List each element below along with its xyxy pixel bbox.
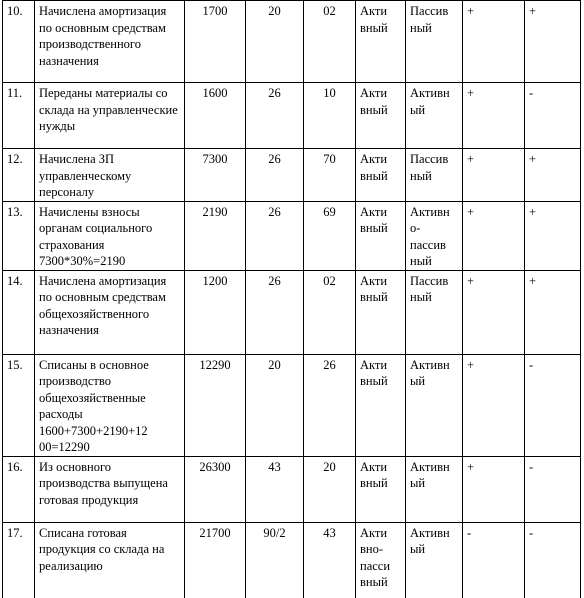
debit-account: 20 <box>246 354 304 456</box>
debit-account-type: Акти вный <box>356 1 406 83</box>
entry-description: Начислена амортизация по основным средствам производственного назначения <box>35 1 185 83</box>
credit-account-type: Пассив ный <box>406 149 463 202</box>
entry-number: 10. <box>3 1 35 83</box>
entry-description: Начислена амортизация по основным средствам общехозяйственного назначения <box>35 270 185 354</box>
table-row <box>3 83 581 149</box>
debit-change-sign: + <box>463 456 525 522</box>
entry-amount: 26300 <box>185 456 246 522</box>
credit-account: 10 <box>304 83 356 149</box>
entry-number: 16. <box>3 456 35 522</box>
credit-change-sign: + <box>525 270 581 354</box>
debit-account: 26 <box>246 149 304 202</box>
entry-number: 17. <box>3 522 35 598</box>
debit-account: 26 <box>246 201 304 270</box>
entry-amount: 1700 <box>185 1 246 83</box>
debit-account: 26 <box>246 83 304 149</box>
credit-account: 70 <box>304 149 356 202</box>
credit-account-type: Пассив ный <box>406 270 463 354</box>
entry-description: Начислена ЗП управленческому персоналу <box>35 149 185 202</box>
debit-account: 90/2 <box>246 522 304 598</box>
debit-account: 43 <box>246 456 304 522</box>
entry-amount: 21700 <box>185 522 246 598</box>
credit-change-sign: - <box>525 522 581 598</box>
accounting-entries-table <box>2 0 581 598</box>
debit-account-type: Акти вный <box>356 354 406 456</box>
debit-change-sign: + <box>463 270 525 354</box>
credit-account: 02 <box>304 270 356 354</box>
debit-account-type: Акти вный <box>356 201 406 270</box>
credit-account-type: Активн ый <box>406 456 463 522</box>
entry-amount: 2190 <box>185 201 246 270</box>
credit-account: 20 <box>304 456 356 522</box>
table-row <box>3 456 581 522</box>
debit-change-sign: + <box>463 201 525 270</box>
table-row <box>3 149 581 202</box>
credit-account-type: Активн ый <box>406 83 463 149</box>
debit-account-type: Акти вный <box>356 456 406 522</box>
debit-account-type: Акти вный <box>356 149 406 202</box>
table-row <box>3 270 581 354</box>
entry-description: Переданы материалы со склада на управленческие нужды <box>35 83 185 149</box>
credit-account: 26 <box>304 354 356 456</box>
entry-description: Списаны в основное производство общехозяйственные расходы 1600+7300+2190+12 00=12290 <box>35 354 185 456</box>
entry-description: Начислены взносы органам социального страхования 7300*30%=2190 <box>35 201 185 270</box>
entry-amount: 12290 <box>185 354 246 456</box>
credit-change-sign: + <box>525 201 581 270</box>
entry-description: Из основного производства выпущена готовая продукция <box>35 456 185 522</box>
debit-change-sign: + <box>463 83 525 149</box>
debit-change-sign: + <box>463 1 525 83</box>
table-row <box>3 1 581 83</box>
debit-change-sign: + <box>463 149 525 202</box>
credit-change-sign: + <box>525 1 581 83</box>
entry-number: 12. <box>3 149 35 202</box>
debit-account-type: Акти вный <box>356 270 406 354</box>
entry-number: 13. <box>3 201 35 270</box>
entry-number: 11. <box>3 83 35 149</box>
debit-change-sign: + <box>463 354 525 456</box>
credit-change-sign: - <box>525 83 581 149</box>
entry-amount: 7300 <box>185 149 246 202</box>
table-row <box>3 201 581 270</box>
entry-number: 14. <box>3 270 35 354</box>
entry-number: 15. <box>3 354 35 456</box>
credit-account-type: Активн ый <box>406 522 463 598</box>
table-row <box>3 522 581 598</box>
debit-account: 26 <box>246 270 304 354</box>
debit-account-type: Акти вный <box>356 83 406 149</box>
credit-change-sign: - <box>525 354 581 456</box>
debit-change-sign: - <box>463 522 525 598</box>
credit-change-sign: - <box>525 456 581 522</box>
entry-amount: 1600 <box>185 83 246 149</box>
credit-account-type: Пассив ный <box>406 1 463 83</box>
credit-change-sign: + <box>525 149 581 202</box>
credit-account-type: Активн о- пассив ный <box>406 201 463 270</box>
entry-amount: 1200 <box>185 270 246 354</box>
credit-account: 02 <box>304 1 356 83</box>
entry-description: Списана готовая продукция со склада на реализацию <box>35 522 185 598</box>
debit-account: 20 <box>246 1 304 83</box>
credit-account-type: Активн ый <box>406 354 463 456</box>
credit-account: 69 <box>304 201 356 270</box>
credit-account: 43 <box>304 522 356 598</box>
table-row <box>3 354 581 456</box>
debit-account-type: Акти вно- пасси вный <box>356 522 406 598</box>
